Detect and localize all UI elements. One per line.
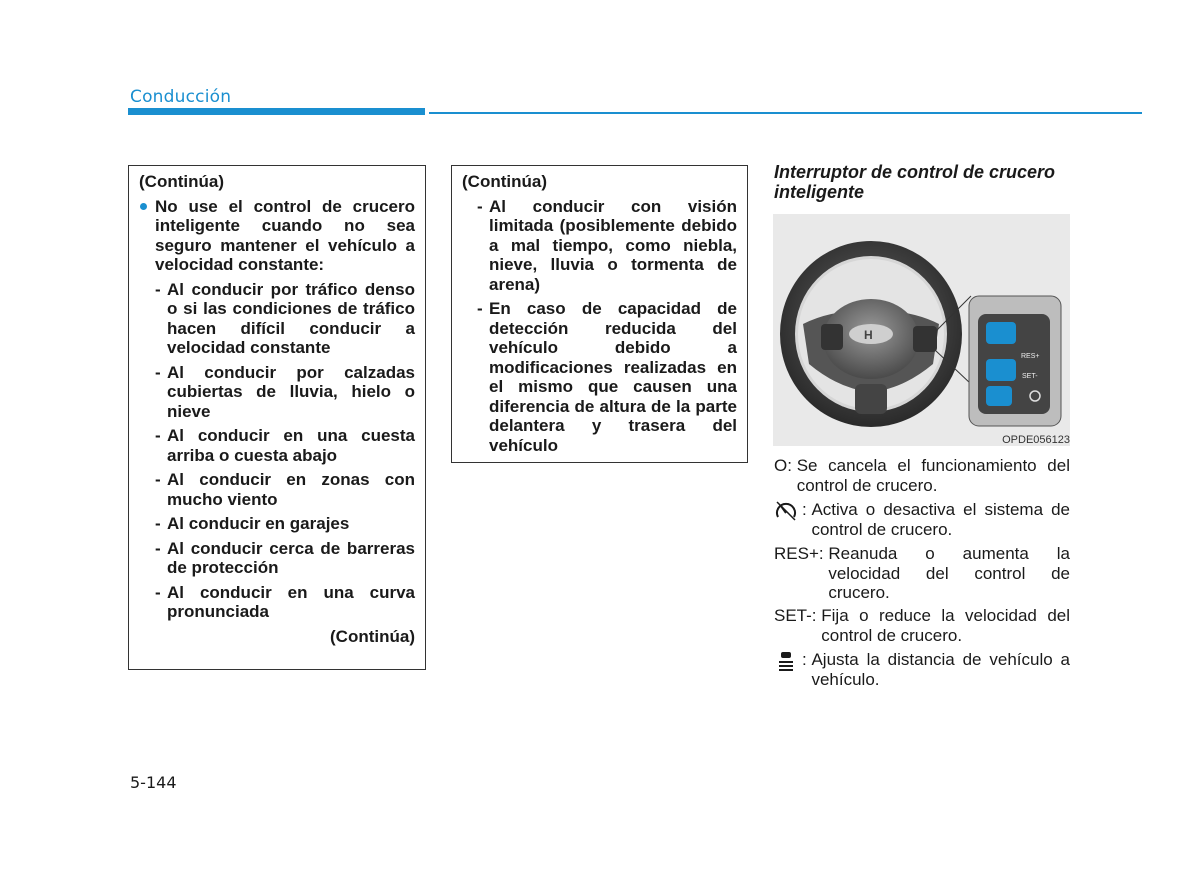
desc-res	[774, 544, 1070, 603]
continued-label-top: (Continúa)	[139, 172, 224, 191]
dash-item: - Al conducir por calzadas cubiertas de lluvia, hielo o nieve	[155, 362, 415, 421]
desc-distance	[774, 650, 1070, 689]
desc-text: Ajusta la distancia de vehículo a vehículo.	[811, 650, 1070, 689]
steering-wheel-icon	[773, 214, 1070, 446]
bullet-text: No use el control de crucero inteligente cuando no sea seguro mantener el vehículo a velocidad constante:	[155, 196, 415, 274]
distance-icon	[774, 650, 802, 689]
figure-code: OPDE056123	[1002, 434, 1070, 446]
page-number: 5-144	[130, 773, 177, 792]
dash-item-text: Al conducir en garajes	[167, 514, 350, 533]
dash-item-text: Al conducir con visión limitada (posiblemente debido a mal tiempo, como niebla, nieve, lluvia o tormenta de arena)	[489, 196, 737, 294]
warning-box-2	[451, 165, 748, 463]
header-rule	[429, 112, 1142, 114]
warning-box-1	[128, 165, 426, 670]
header-bar	[128, 108, 425, 115]
desc-text: Activa o desactiva el sistema de control de crucero.	[811, 500, 1070, 539]
bullet-dot-icon	[140, 203, 147, 210]
desc-set	[774, 606, 1070, 645]
dash-item-text: Al conducir por calzadas cubiertas de lluvia, hielo o nieve	[167, 362, 415, 421]
dash-item-text: Al conducir en una cuesta arriba o cuesta abajo	[167, 426, 415, 465]
continued-label-top: (Continúa)	[462, 172, 547, 191]
dash-item-text: Al conducir por tráfico denso o si las condiciones de tráfico hacen difícil conducir a velocidad constante	[167, 279, 415, 357]
dash-item-text: En caso de capacidad de detección reducida del vehículo debido a modificaciones realizadas en el mismo que causen una diferencia de altura de la parte delantera y trasera del vehículo	[489, 299, 737, 455]
desc-cruise	[774, 500, 1070, 539]
desc-label: O:	[774, 456, 792, 475]
desc-label: SET-:	[774, 606, 817, 625]
res-button-label: RES+	[1021, 353, 1040, 360]
desc-label: :	[802, 500, 807, 519]
desc-label: :	[802, 650, 807, 669]
desc-label: RES+:	[774, 544, 824, 563]
desc-text: Se cancela el funcionamiento del control de crucero.	[796, 456, 1070, 495]
dash-item: - Al conducir en garajes	[155, 514, 350, 533]
steering-wheel-figure	[773, 214, 1070, 446]
dash-item: - Al conducir en una cuesta arriba o cuesta abajo	[155, 426, 415, 465]
subsection-title: Interruptor de control de crucero inteligente	[774, 162, 1056, 202]
dash-item-text: Al conducir cerca de barreras de protección	[167, 538, 415, 577]
dash-item-text: Al conducir en zonas con mucho viento	[167, 470, 415, 509]
dash-item: - En caso de capacidad de detección reducida del vehículo debido a modificaciones realizadas en el mismo que causen una diferencia de altura de la parte delantera y trasera del vehículo	[477, 299, 737, 455]
dash-item: - Al conducir por tráfico denso o si las condiciones de tráfico hacen difícil conducir a velocidad constante	[155, 279, 415, 357]
cruise-icon	[774, 500, 802, 539]
set-button-label: SET-	[1022, 373, 1038, 380]
section-title: Conducción	[130, 87, 232, 107]
dash-item-text: Al conducir en una curva pronunciada	[167, 582, 415, 621]
svg-text:H: H	[864, 328, 873, 342]
continued-label-bottom: (Continúa)	[330, 626, 415, 646]
dash-item: - Al conducir con visión limitada (posiblemente debido a mal tiempo, como niebla, nieve, lluvia o tormenta de arena)	[477, 196, 737, 294]
desc-text: Fija o reduce la velocidad del control de crucero.	[821, 606, 1070, 645]
dash-item: - Al conducir cerca de barreras de protección	[155, 538, 415, 577]
dash-item: - Al conducir en una curva pronunciada	[155, 582, 415, 621]
desc-text: Reanuda o aumenta la velocidad del control de crucero.	[828, 544, 1070, 602]
dash-item: - Al conducir en zonas con mucho viento	[155, 470, 415, 509]
bullet-item	[139, 197, 415, 275]
desc-cancel	[774, 456, 1070, 495]
